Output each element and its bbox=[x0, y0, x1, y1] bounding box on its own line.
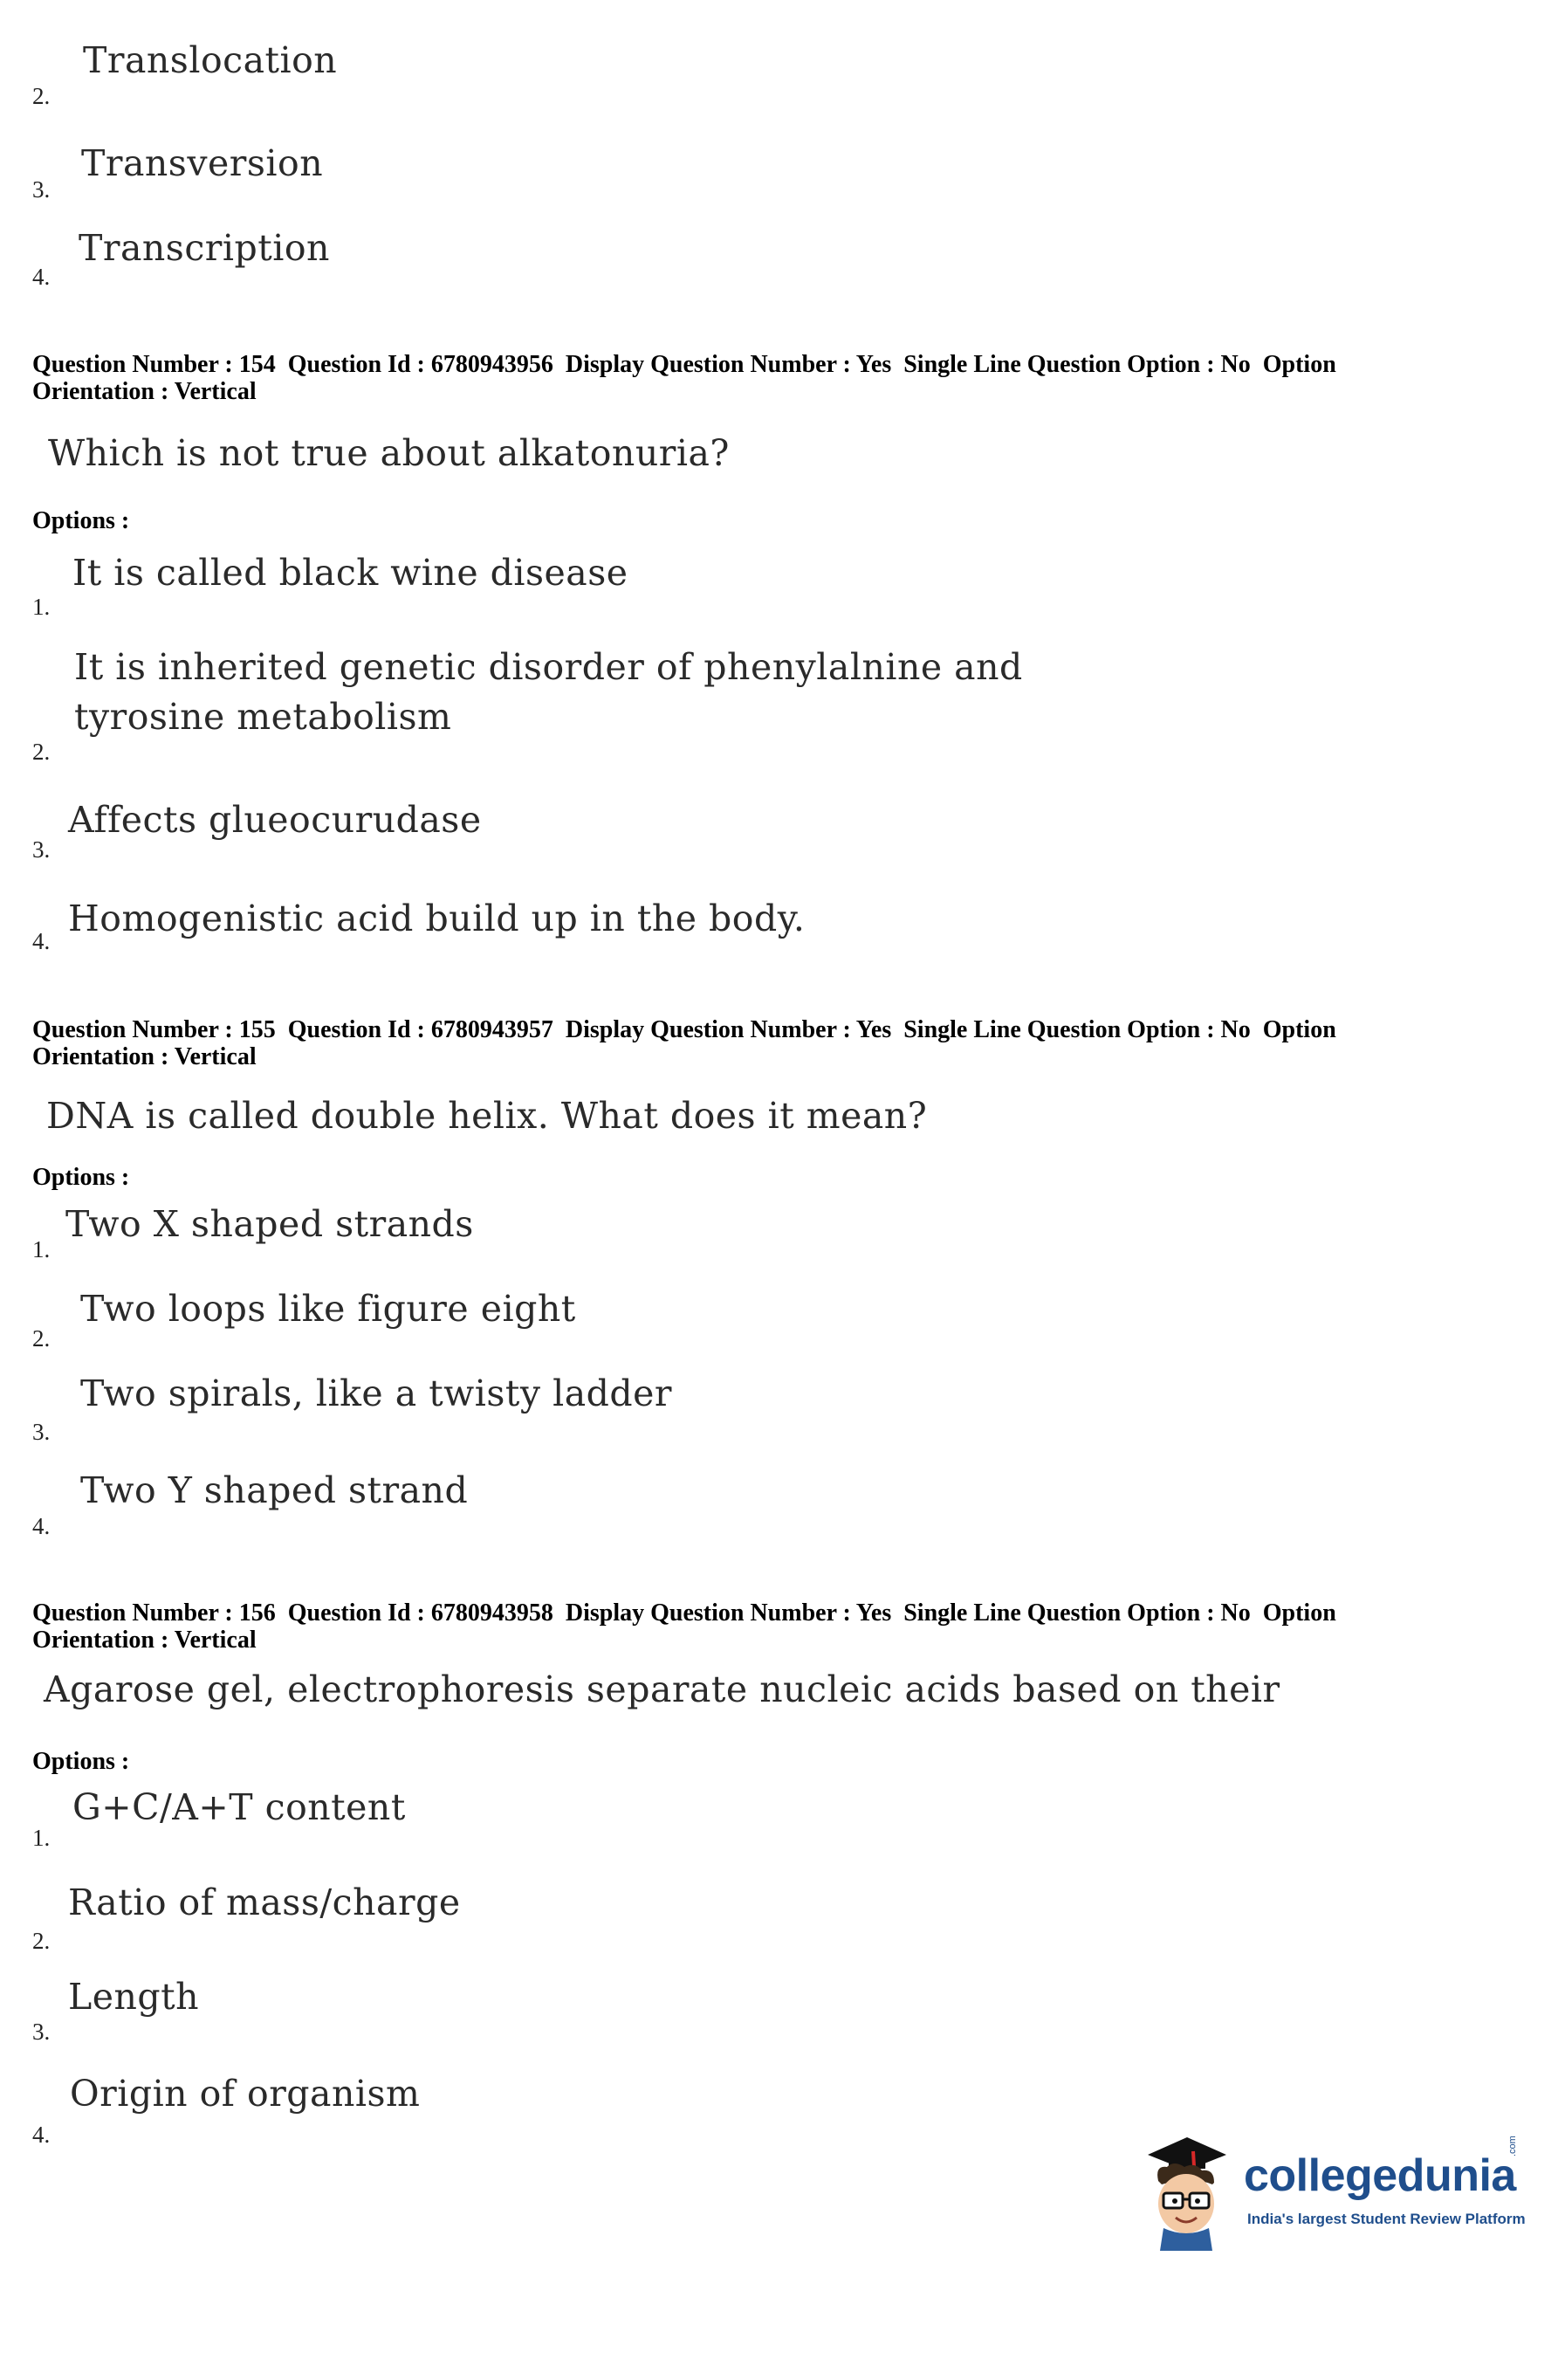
options-label: Options : bbox=[32, 1748, 130, 1775]
q155-option-3-text: Two spirals, like a twisty ladder bbox=[80, 1372, 673, 1414]
q154-option-3-number: 3. bbox=[32, 836, 51, 863]
q155-option-3-number: 3. bbox=[32, 1419, 51, 1445]
prev-option-2-text: Translocation bbox=[83, 39, 338, 81]
brand-tagline: India's largest Student Review Platform bbox=[1247, 2211, 1526, 2227]
prev-option-4-number: 4. bbox=[32, 264, 51, 290]
brand-name: collegedunia bbox=[1244, 2150, 1516, 2201]
q155-option-1-text: Two X shaped strands bbox=[65, 1203, 474, 1245]
question-156-text: Agarose gel, electrophoresis separate nucleic acids based on their bbox=[44, 1668, 1280, 1710]
question-155-meta bbox=[32, 1016, 1516, 1070]
brand-suffix: .com bbox=[1507, 2136, 1518, 2156]
q155-option-1-number: 1. bbox=[32, 1236, 51, 1262]
q156-option-4-text: Origin of organism bbox=[70, 2073, 421, 2115]
q155-option-4-text: Two Y shaped strand bbox=[80, 1469, 469, 1511]
q154-option-4-number: 4. bbox=[32, 928, 51, 954]
meta-line-2: Orientation : Vertical bbox=[32, 378, 257, 405]
q156-option-2-text: Ratio of mass/charge bbox=[68, 1881, 461, 1923]
q155-option-2-text: Two loops like figure eight bbox=[80, 1288, 576, 1330]
question-154-text: Which is not true about alkatonuria? bbox=[48, 432, 730, 474]
q155-option-2-number: 2. bbox=[32, 1325, 51, 1352]
prev-option-2-number: 2. bbox=[32, 83, 51, 109]
question-154-meta bbox=[32, 351, 1516, 405]
q156-option-4-number: 4. bbox=[32, 2122, 51, 2148]
q156-option-1-number: 1. bbox=[32, 1825, 51, 1851]
prev-option-3-text: Transversion bbox=[81, 142, 324, 184]
q154-option-2-text-line2: tyrosine metabolism bbox=[74, 696, 452, 738]
meta-line-1: Question Number : 156 Question Id : 6780943958 Display Question Number : Yes Single Line Question Option : No Option bbox=[32, 1599, 1336, 1627]
meta-line-2: Orientation : Vertical bbox=[32, 1043, 257, 1070]
student-mascot-icon bbox=[1139, 2130, 1235, 2253]
q156-option-3-text: Length bbox=[68, 1976, 200, 2018]
q154-option-3-text: Affects glueocurudase bbox=[68, 799, 482, 841]
q156-option-3-number: 3. bbox=[32, 2019, 51, 2045]
q156-option-1-text: G+C/A+T content bbox=[72, 1786, 406, 1828]
collegedunia-logo bbox=[1139, 2130, 1526, 2253]
meta-line-1: Question Number : 155 Question Id : 6780943957 Display Question Number : Yes Single Line Question Option : No Option bbox=[32, 1016, 1336, 1043]
q154-option-2-text-line1: It is inherited genetic disorder of phenylalnine and bbox=[74, 646, 1023, 688]
question-155-text: DNA is called double helix. What does it mean? bbox=[46, 1095, 928, 1137]
options-label: Options : bbox=[32, 507, 130, 534]
q155-option-4-number: 4. bbox=[32, 1513, 51, 1539]
question-156-meta bbox=[32, 1599, 1516, 1654]
q154-option-1-text: It is called black wine disease bbox=[72, 552, 628, 594]
options-label: Options : bbox=[32, 1164, 130, 1191]
meta-line-1: Question Number : 154 Question Id : 6780943956 Display Question Number : Yes Single Line Question Option : No Option bbox=[32, 351, 1336, 378]
q154-option-1-number: 1. bbox=[32, 594, 51, 620]
meta-line-2: Orientation : Vertical bbox=[32, 1627, 257, 1654]
prev-option-4-text: Transcription bbox=[79, 227, 330, 269]
q154-option-4-text: Homogenistic acid build up in the body. bbox=[68, 898, 806, 939]
q154-option-2-number: 2. bbox=[32, 739, 51, 765]
prev-option-3-number: 3. bbox=[32, 176, 51, 203]
q156-option-2-number: 2. bbox=[32, 1928, 51, 1954]
